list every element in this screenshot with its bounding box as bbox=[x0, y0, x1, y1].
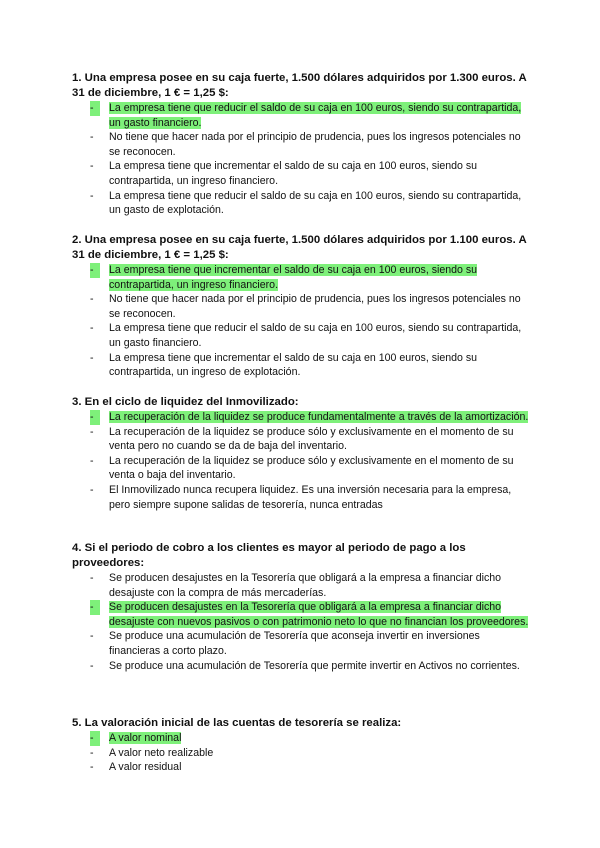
bullet-dash: - bbox=[90, 131, 94, 144]
option bbox=[72, 425, 532, 454]
bullet-dash: - bbox=[90, 351, 94, 364]
option bbox=[72, 159, 532, 188]
options-list bbox=[72, 101, 532, 218]
option-correct bbox=[72, 731, 532, 746]
option-text: Se produce una acumulación de Tesorería que aconseja invertir en inversiones financieras a corto plazo. bbox=[109, 630, 480, 657]
option bbox=[72, 292, 532, 321]
option-text: La recuperación de la liquidez se produce sólo y exclusivamente en el momento de su venta o baja del inventario. bbox=[109, 454, 514, 482]
option-text: No tiene que hacer nada por el principio de prudencia, pues los ingresos potenciales no se reconocen. bbox=[109, 131, 521, 158]
option-text: La empresa tiene que incrementar el saldo de su caja en 100 euros, siendo su contrapartida, un ingreso financiero. bbox=[109, 160, 478, 187]
option bbox=[72, 629, 532, 658]
bullet-dash: - bbox=[90, 263, 100, 278]
bullet-dash: - bbox=[90, 746, 94, 759]
bullet-dash: - bbox=[90, 454, 94, 467]
option-text: La empresa tiene que reducir el saldo de su caja en 100 euros, siendo su contrapartida, un gasto financiero. bbox=[109, 102, 522, 129]
bullet-dash: - bbox=[90, 189, 94, 202]
option-correct bbox=[72, 263, 532, 292]
bullet-dash: - bbox=[90, 572, 94, 584]
options-list bbox=[72, 571, 532, 673]
question-1 bbox=[72, 71, 532, 218]
option-text: No tiene que hacer nada por el principio de prudencia, pues los ingresos potenciales no se reconocen. bbox=[109, 293, 521, 320]
options-list bbox=[72, 263, 532, 380]
question-2 bbox=[72, 233, 532, 380]
option-text: La empresa tiene que incrementar el saldo de su caja en 100 euros, siendo su contrapartida, un ingreso financiero. bbox=[109, 264, 478, 291]
option-correct bbox=[72, 600, 532, 629]
bullet-dash: - bbox=[90, 600, 100, 615]
option bbox=[72, 321, 532, 350]
option-text: Se producen desajustes en la Tesorería que obligará a la empresa a financiar dicho desajuste con nuevos pasivos o con patrimonio neto lo que no financian los proveedores. bbox=[109, 601, 529, 628]
option bbox=[72, 571, 532, 600]
bullet-dash: - bbox=[90, 483, 94, 496]
option bbox=[72, 659, 532, 674]
question-3 bbox=[72, 395, 532, 512]
option-text: Se produce una acumulación de Tesorería que permite invertir en Activos no corrientes. bbox=[109, 659, 520, 672]
option-correct bbox=[72, 101, 532, 130]
bullet-dash: - bbox=[90, 322, 94, 335]
option-text: La empresa tiene que reducir el saldo de su caja en 100 euros, siendo su contrapartida, un gasto financiero. bbox=[109, 322, 522, 349]
bullet-dash: - bbox=[90, 761, 94, 774]
option-text: El Inmovilizado nunca recupera liquidez. Es una inversión necesaria para la empresa, pero siempre supone salidas de tesorería, nunca entradas bbox=[109, 483, 512, 511]
option-text: A valor neto realizable bbox=[109, 746, 214, 759]
question-title: 2. Una empresa posee en su caja fuerte, 1.500 dólares adquiridos por 1.100 euros. A 31 de diciembre, 1 € = 1,25 $: bbox=[72, 234, 527, 261]
option bbox=[72, 351, 532, 380]
bullet-dash: - bbox=[90, 101, 100, 116]
option bbox=[72, 483, 532, 512]
question-title: 3. En el ciclo de liquidez del Inmovilizado: bbox=[72, 396, 299, 408]
question-title: 1. Una empresa posee en su caja fuerte, 1.500 dólares adquiridos por 1.300 euros. A 31 de diciembre, 1 € = 1,25 $: bbox=[72, 72, 527, 99]
question-title: 5. La valoración inicial de las cuentas de tesorería se realiza: bbox=[72, 717, 402, 729]
bullet-dash: - bbox=[90, 630, 94, 643]
question-5 bbox=[72, 716, 532, 775]
option-correct bbox=[72, 410, 532, 425]
option bbox=[72, 130, 532, 159]
option-text: La recuperación de la liquidez se produce sólo y exclusivamente en el momento de su venta pero no cuando se da de baja del inventario. bbox=[109, 425, 514, 453]
option bbox=[72, 189, 532, 218]
options-list bbox=[72, 410, 532, 512]
question-title: 4. Si el periodo de cobro a los clientes es mayor al periodo de pago a los proveedores: bbox=[72, 542, 466, 569]
option bbox=[72, 746, 532, 761]
bullet-dash: - bbox=[90, 293, 94, 306]
bullet-dash: - bbox=[90, 410, 100, 425]
option bbox=[72, 454, 532, 483]
option-text: A valor residual bbox=[109, 761, 182, 774]
question-4 bbox=[72, 541, 532, 673]
bullet-dash: - bbox=[90, 731, 100, 746]
options-list bbox=[72, 731, 532, 775]
option-text: La empresa tiene que reducir el saldo de su caja en 100 euros, siendo su contrapartida, un gasto de explotación. bbox=[109, 189, 522, 217]
bullet-dash: - bbox=[90, 425, 94, 438]
bullet-dash: - bbox=[90, 659, 94, 672]
option-text: A valor nominal bbox=[109, 732, 182, 744]
option-text: La recuperación de la liquidez se produce fundamentalmente a través de la amortización. bbox=[109, 411, 529, 423]
bullet-dash: - bbox=[90, 160, 94, 173]
option-text: La empresa tiene que incrementar el saldo de su caja en 100 euros, siendo su contrapartida, un ingreso de explotación. bbox=[109, 351, 478, 379]
option bbox=[72, 760, 532, 775]
option-text: Se producen desajustes en la Tesorería que obligará a la empresa a financiar dicho desajuste con la compra de más mercaderías. bbox=[109, 572, 502, 599]
